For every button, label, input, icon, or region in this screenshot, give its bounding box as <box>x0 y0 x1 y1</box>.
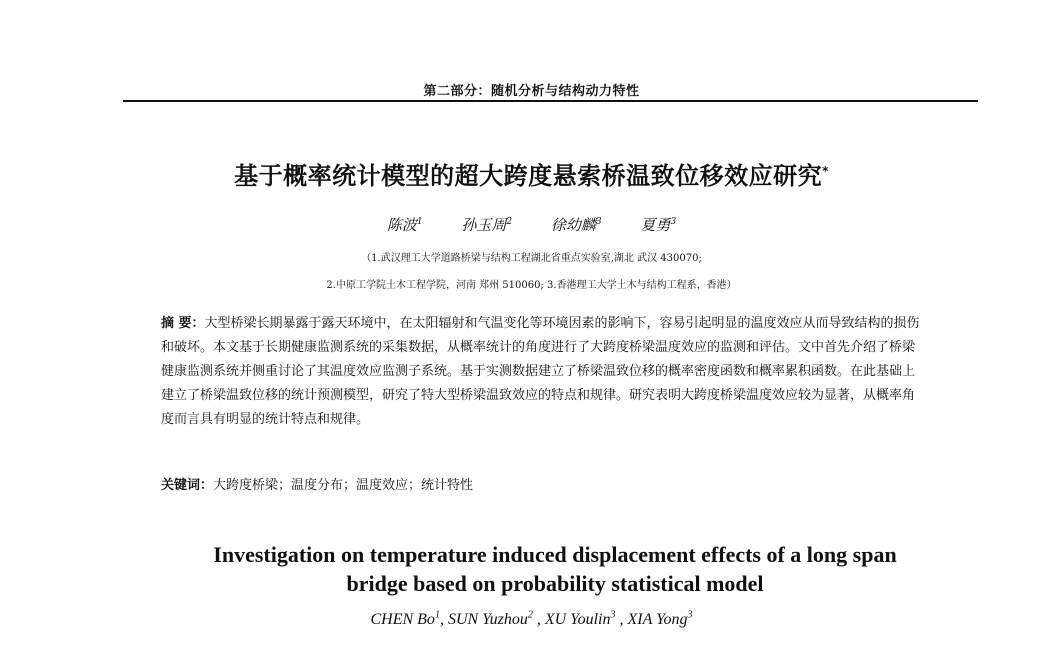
author-en <box>545 611 628 628</box>
author-zh <box>551 216 602 234</box>
keywords <box>161 476 926 496</box>
author-en-affil: 3 <box>610 610 616 621</box>
chinese-title <box>0 156 1063 191</box>
chinese-authors <box>0 214 1063 235</box>
author-en <box>370 611 447 628</box>
abstract-label: 摘 要： <box>161 316 205 331</box>
author-zh-name: 夏勇 <box>640 216 671 234</box>
author-en-affil: 3 <box>687 610 693 621</box>
author-en-affil: 2 <box>527 610 533 621</box>
affiliation-line-2: 2.中原工学院土木工程学院，河南 郑州 510060; 3.香港理工大学土木与结构工程系，香港） <box>326 280 737 291</box>
author-zh-name: 陈波 <box>386 216 417 234</box>
author-zh-affil: 2 <box>506 217 513 227</box>
english-title-line-2: bridge based on probability statistical model <box>346 571 764 596</box>
title-footnote-mark: * <box>822 164 829 178</box>
author-zh-name: 孙玉周 <box>461 216 507 234</box>
author-zh <box>387 216 423 234</box>
chinese-title-text: 基于概率统计模型的超大跨度悬索桥温致位移效应研究 <box>234 162 823 190</box>
author-en <box>448 611 545 628</box>
keywords-text: 大跨度桥梁；温度分布；温度效应；统计特性 <box>213 478 474 493</box>
keywords-label: 关键词： <box>161 478 214 493</box>
abstract <box>161 312 926 432</box>
abstract-text: 大型桥梁长期暴露于露天环境中，在太阳辐射和气温变化等环境因素的影响下，容易引起明显的温度效应从而导致结构的损伤和破坏。本文基于长期健康监测系统的采集数据，从概率统计的角度进行了大跨度桥梁温度效应的监测和评估。文中首先介绍了桥梁健康监测系统并侧重讨论了其温度效应监测子系统。基于实测数据建立了桥梁温致位移的概率密度函数和概率累积函数。在此基础上建立了桥梁温致位移的统计预测模型，研究了特大型桥梁温致效应的特点和规律。研究表明大跨度桥梁温度效应较为显著，从概率角度而言具有明显的统计特点和规律。 <box>161 316 920 427</box>
affiliation-line-1: （1.武汉理工大学道路桥梁与结构工程湖北省重点实验室,湖北 武汉 430070; <box>361 253 702 264</box>
author-zh-affil: 3 <box>670 217 677 227</box>
author-en-affil: 1 <box>434 610 440 621</box>
author-en-name: CHEN Bo <box>370 611 435 629</box>
author-en-name: XU Youlin <box>544 611 611 629</box>
author-zh-name: 徐幼麟 <box>550 216 596 234</box>
author-zh <box>640 216 676 234</box>
author-separator: , <box>615 611 628 629</box>
english-authors <box>0 610 1063 629</box>
running-head: 第二部分：随机分析与结构动力特性 <box>423 84 640 99</box>
author-separator: , <box>439 611 448 629</box>
author-zh-affil: 1 <box>416 217 423 227</box>
author-separator: , <box>532 611 545 629</box>
author-en-name: XIA Yong <box>627 611 688 629</box>
english-title-line-1: Investigation on temperature induced displacement effects of a long span <box>213 542 897 567</box>
author-zh <box>461 216 512 234</box>
header-rule <box>123 100 978 102</box>
author-zh-affil: 3 <box>595 217 602 227</box>
author-en-name: SUN Yuzhou <box>447 611 528 629</box>
english-title <box>150 540 960 598</box>
author-en <box>627 611 692 628</box>
